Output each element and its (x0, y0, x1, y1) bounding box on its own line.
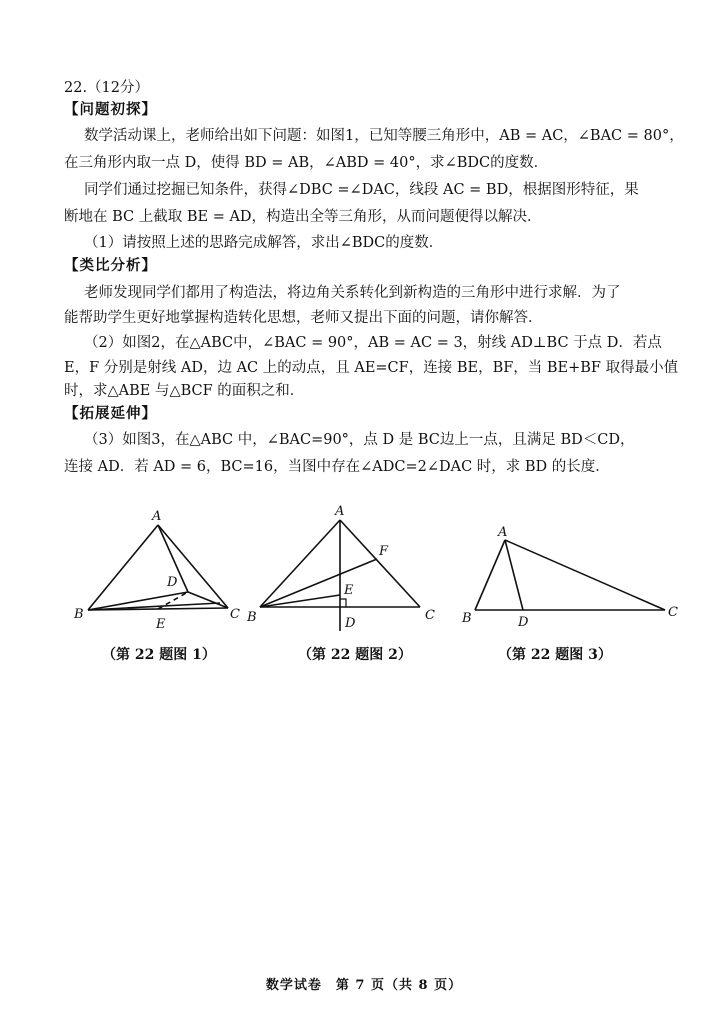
page-footer: 数学试卷 第 7 页（共 8 页） (265, 978, 463, 993)
fig3-segment-ac (505, 540, 665, 610)
fig3-segment-ab (475, 540, 505, 610)
figure-2 (245, 495, 445, 639)
question-1: （1）请按照上述的思路完成解答，求出∠BDC的度数． (84, 235, 444, 251)
fig3-label-b: B (462, 611, 472, 626)
paragraph-2-line-1: 同学们通过挖掘已知条件，获得∠DBC =∠DAC，线段 AC = BD，根据图形特征，果 (84, 182, 639, 198)
fig1-label-d: D (167, 575, 178, 590)
paragraph-1-line-1: 数学活动课上，老师给出如下问题：如图1，已知等腰三角形中，AB = AC，∠BAC = 80°， (84, 128, 684, 144)
figure-3-caption: （第 22 题图 3） (498, 647, 612, 663)
section-title-extension: 【拓展延伸】 (64, 405, 157, 422)
figure-1 (60, 500, 260, 639)
fig2-segment-ab (260, 520, 340, 607)
fig2-label-a: A (335, 504, 345, 519)
fig3-label-a: A (498, 525, 508, 540)
figure-2-caption: （第 22 题图 2） (298, 647, 412, 663)
fig1-label-a: A (152, 509, 162, 524)
fig1-label-e: E (156, 617, 166, 632)
fig2-segment-bf (260, 559, 377, 607)
figure-2-diagram (245, 495, 445, 635)
figure-1-diagram (60, 500, 260, 635)
figure-1-caption: （第 22 题图 1） (102, 647, 216, 663)
fig2-label-e: E (344, 583, 354, 598)
figure-3-diagram (460, 520, 680, 630)
fig1-label-c: C (230, 607, 240, 622)
fig3-label-d: D (518, 615, 529, 630)
section-title-explore: 【问题初探】 (64, 101, 157, 118)
question-2-line-2: E，F 分别是射线 AD，边 AC 上的动点，且 AE=CF，连接 BE，BF，当 BE+BF 取得最小值 (64, 360, 679, 376)
figure-3 (460, 520, 680, 634)
paragraph-3-line-1: 老师发现同学们都用了构造法，将边角关系转化到新构造的三角形中进行求解．为了 (84, 285, 621, 301)
paragraph-2-line-2: 断地在 BC 上截取 BE = AD，构造出全等三角形，从而问题便得以解决． (64, 209, 542, 225)
paragraph-1-line-2: 在三角形内取一点 D，使得 BD = AB，∠ABD = 40°，求∠BDC的度数． (64, 155, 549, 171)
fig3-label-c: C (668, 605, 678, 620)
question-3-line-1: （3）如图3，在△ABC 中，∠BAC=90°，点 D 是 BC边上一点，且满足 BD＜CD， (84, 432, 635, 448)
fig3-segment-ad (505, 540, 523, 610)
problem-number: 22.（12分） (64, 80, 150, 96)
fig2-label-c: C (425, 608, 435, 623)
question-2-line-1: （2）如图2，在△ABC中，∠BAC = 90°，AB = AC = 3，射线 AD⊥BC 于点 D．若点 (84, 335, 662, 351)
fig2-label-d: D (345, 616, 356, 631)
fig2-label-b: B (247, 610, 257, 625)
question-3-line-2: 连接 AD．若 AD = 6，BC=16，当图中存在∠ADC=2∠DAC 时，求 BD 的长度． (64, 459, 610, 475)
paragraph-3-line-2: 能帮助学生更好地掌握构造转化思想，老师又提出下面的问题，请你解答． (64, 310, 543, 326)
fig1-label-b: B (74, 607, 84, 622)
fig2-label-f: F (379, 544, 389, 559)
section-title-analogy: 【类比分析】 (64, 257, 157, 274)
fig2-right-angle-mark (340, 599, 346, 607)
fig1-segment-ab (88, 525, 158, 610)
fig2-segment-be (260, 595, 340, 607)
question-2-line-3: 时，求△ABE 与△BCF 的面积之和． (64, 383, 305, 399)
